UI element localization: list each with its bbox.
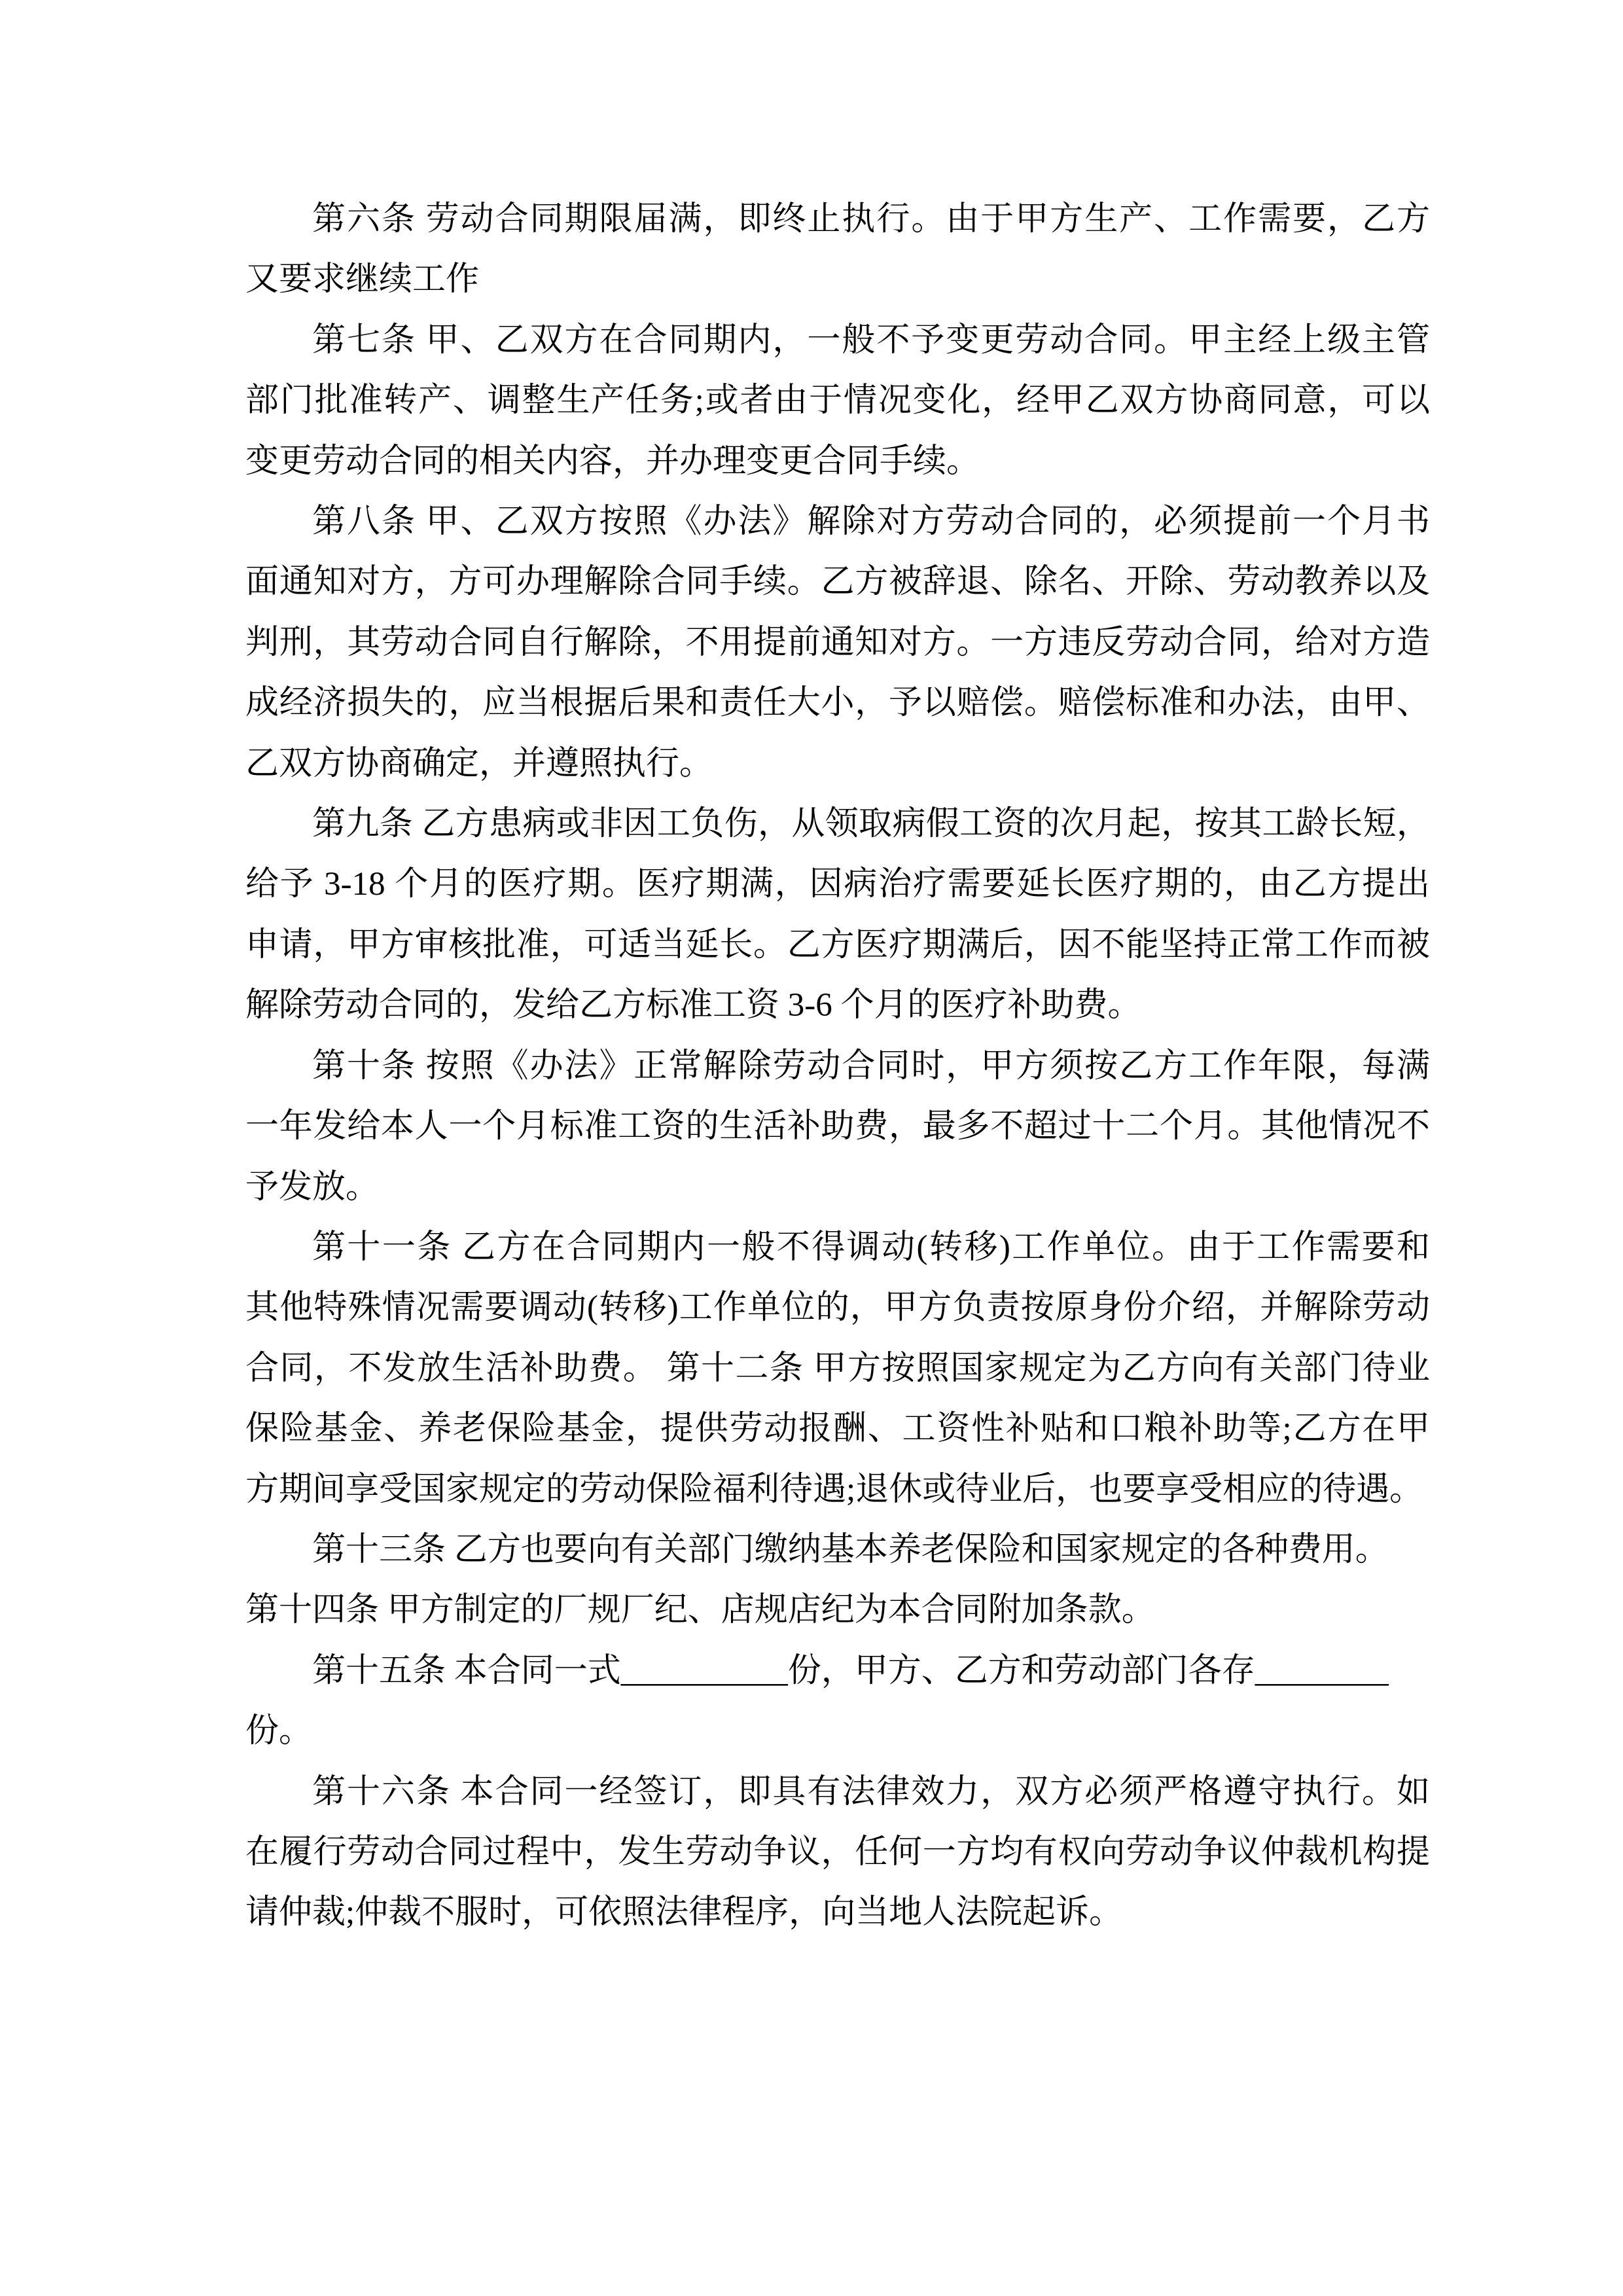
text-line: 份。 [245, 1713, 313, 1750]
text-line-article-8: 第八条 甲、乙双方按照《办法》解除对方劳动合同的，必须提前一个月书 [312, 503, 1430, 541]
text-line-article-10: 第十条 按照《办法》正常解除劳动合同时，甲方须按乙方工作年限，每满 [312, 1047, 1430, 1085]
text-line-article-15: 第十五条 本合同一式__________份，甲方、乙方和劳动部门各存________ [312, 1652, 1389, 1689]
text-line-article-12: 合同，不发放生活补助费。 第十二条 甲方按照国家规定为乙方向有关部门待业 [245, 1350, 1430, 1387]
text-line: 变更劳动合同的相关内容，并办理变更合同手续。 [245, 442, 980, 480]
text-line: 在履行劳动合同过程中，发生劳动争议，任何一方均有权向劳动争议仲裁机构提 [245, 1833, 1430, 1871]
text-line: 又要求继续工作 [245, 261, 480, 298]
text-line: 其他特殊情况需要调动(转移)工作单位的，甲方负责按原身份介绍，并解除劳动 [245, 1289, 1430, 1327]
text-line: 方期间享受国家规定的劳动保险福利待遇;退休或待业后，也要享受相应的待遇。 [245, 1471, 1423, 1508]
text-line: 判刑，其劳动合同自行解除，不用提前通知对方。一方违反劳动合同，给对方造 [245, 624, 1430, 661]
text-line: 予发放。 [245, 1168, 380, 1206]
contract-text-block [245, 189, 1430, 1943]
text-line: 面通知对方，方可办理解除合同手续。乙方被辞退、除名、开除、劳动教养以及 [245, 564, 1430, 601]
text-line: 部门批准转产、调整生产任务;或者由于情况变化，经甲乙双方协商同意，可以 [245, 382, 1430, 420]
text-line-article-9: 第九条 乙方患病或非因工负伤，从领取病假工资的次月起，按其工龄长短， [312, 806, 1430, 843]
text-line: 保险基金、养老保险基金，提供劳动报酬、工资性补贴和口粮补助等;乙方在甲 [245, 1410, 1430, 1448]
text-line: 请仲裁;仲裁不服时，可依照法律程序，向当地人法院起诉。 [245, 1894, 1123, 1931]
text-line-article-11: 第十一条 乙方在合同期内一般不得调动(转移)工作单位。由于工作需要和 [312, 1229, 1430, 1266]
text-line: 成经济损失的，应当根据后果和责任大小，予以赔偿。赔偿标准和办法，由甲、 [245, 685, 1430, 722]
text-line: 申请，甲方审核批准，可适当延长。乙方医疗期满后，因不能坚持正常工作而被 [245, 926, 1430, 963]
text-line: 解除劳动合同的，发给乙方标准工资 3-6 个月的医疗补助费。 [245, 987, 1141, 1024]
text-line-article-13: 第十三条 乙方也要向有关部门缴纳基本养老保险和国家规定的各种费用。 [312, 1531, 1389, 1568]
text-line-article-6: 第六条 劳动合同期限届满，即终止执行。由于甲方生产、工作需要，乙方 [312, 201, 1430, 238]
text-line-article-16: 第十六条 本合同一经签订，即具有法律效力，双方必须严格遵守执行。如 [312, 1773, 1430, 1810]
text-line-article-7: 第七条 甲、乙双方在合同期内，一般不予变更劳动合同。甲主经上级主管 [312, 321, 1430, 359]
text-line-article-14: 第十四条 甲方制定的厂规厂纪、店规店纪为本合同附加条款。 [245, 1592, 1155, 1629]
text-line: 乙双方协商确定，并遵照执行。 [245, 745, 713, 782]
text-line: 一年发给本人一个月标准工资的生活补助费，最多不超过十二个月。其他情况不 [245, 1108, 1430, 1145]
text-line: 给予 3-18 个月的医疗期。医疗期满，因病治疗需要延长医疗期的，由乙方提出 [245, 866, 1430, 903]
